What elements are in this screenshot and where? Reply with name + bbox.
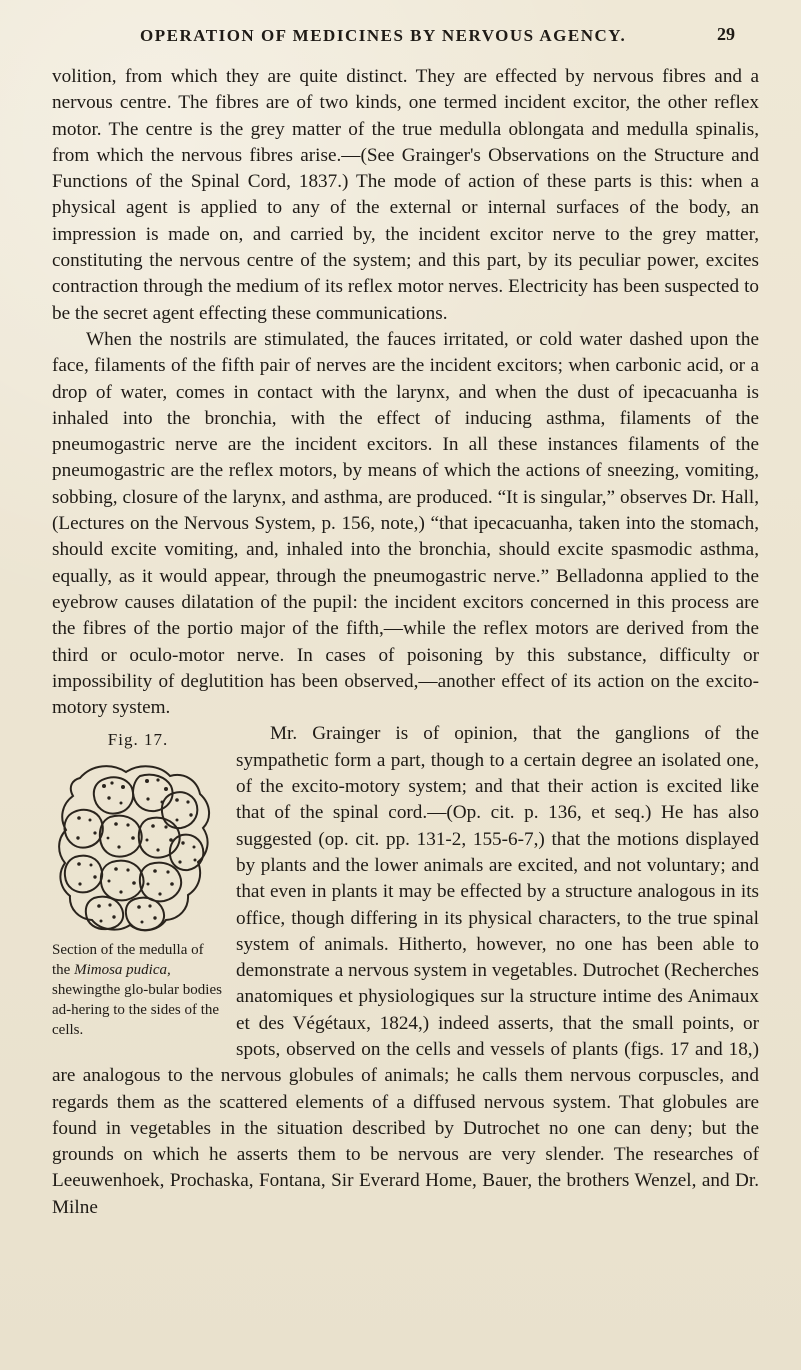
paragraph-1: volition, from which they are quite distinct. They are effected by nervous fibres and a nervous centre. The fibres are of two kinds, one termed incident excitor, the other reflex motor. The centre is the grey matter of the true medulla oblongata and medulla spinalis, from which the nervous fibres arise.—(See Grainger's Observations on the Structure and Functions of the Spinal Cord, 1837.) The mode of action of these parts is this: when a physical agent is applied to any of the external or internal surfaces of the body, an impression is made on, and carried by, the incident excitor nerve to the grey matter, constituting the nervous centre of the system; and this part, by its peculiar power, excites contraction through the medium of its reflex motor nerves. Electricity has been suspected to be the secret agent effecting these communications. xyxy=(52,66,759,324)
figure-17 xyxy=(52,727,224,1039)
caption-line-1: Section of the medulla of the xyxy=(52,941,204,978)
paragraph-3: Mr. Grainger is of opinion, that the ganglions of the sympathetic form a part, though to a certain degree an isolated one, of the excito-motory system; and that their action is excited like that of the spinal cord.—(Op. cit. p. 136, et seq.) He has also suggested (op. cit. pp. 131-2, 155-6-7,) that the motions displayed by plants and the lower animals are excited, and not voluntary; and that even in plants it may be effected by a structure analogous in its office, though differing in its physical characters, to the true spinal system of animals. Hitherto, however, no one has been able to demonstrate a nervous system in vegetables. Dutrochet (Recherches anatomiques et physiologiques sur la structure intime des Animaux et des Végétaux, 1824,) indeed asserts, that the small points, or spots, observed on the cells and vessels of plants (figs. 17 and 18,) are analogous to the nervous globules of animals; he calls them nervous corpuscles, and regards them as the scattered elements of a diffused nervous system. That globules are found in vegetables in the situation described by Dutrochet no one can deny; but the grounds on which he asserts them to be nervous are very slender. The researches of Leeuwenhoek, Prochaska, Fontana, Sir Everard Home, Bauer, the brothers Wenzel, and Dr. Milne xyxy=(52,723,759,1218)
paragraph-2: When the nostrils are stimulated, the fauces irritated, or cold water dashed upon the face, filaments of the fifth pair of nerves are the incident excitors; when carbonic acid, or a drop of water, comes in contact with the larynx, and when the dust of ipecacuanha is inhaled into the bronchia, with the effect of inducing asthma, filaments of the pneumogastric nerve are the incident excitors. In all these instances filaments of the pneumogastric are the reflex motors, by means of which the actions of sneezing, vomiting, sobbing, closure of the larynx, and asthma, are produced. “It is singular,” observes Dr. Hall, (Lectures on the Nervous System, p. 156, note,) “that ipecacuanha, taken into the stomach, should excite vomiting, and, inhaled into the bronchia, should excite spasmodic asthma, equally, as it would appear, through the pneumogastric nerve.” Belladonna applied to the eyebrow causes dilatation of the pupil: the incident excitors concerned in this process are the fibres of the portio major of the fifth,—while the reflex motors are derived from the third or oculo-motor nerve. In cases of poisoning by this substance, difficulty or impossibility of deglutition has been observed,—another effect of its action on the excito-motory system. xyxy=(52,328,759,719)
cell-section-illustration xyxy=(52,756,224,938)
figure-caption xyxy=(52,940,224,1040)
running-head xyxy=(52,26,759,64)
caption-species: Mimosa pudica, xyxy=(74,961,171,978)
caption-rest: shewingthe glo-bular bodies ad-hering to the sides of the cells. xyxy=(52,981,222,1038)
page-number: 29 xyxy=(717,24,735,44)
running-title: OPERATION OF MEDICINES BY NERVOUS AGENCY. xyxy=(140,26,627,45)
figure-label: Fig. 17. xyxy=(107,730,169,750)
body-text xyxy=(52,64,759,1221)
